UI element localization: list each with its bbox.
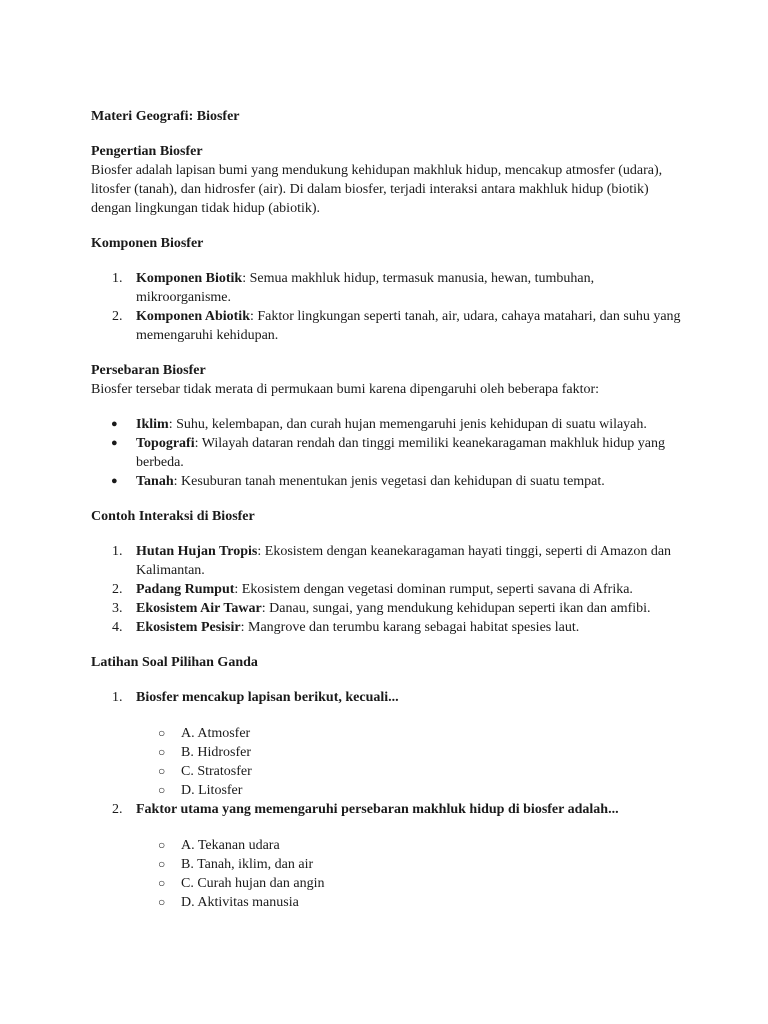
list-desc: : Semua makhluk hidup, termasuk manusia, hewan, tumbuhan, mikroorganisme. (136, 271, 595, 305)
list-desc: : Danau, sungai, yang mendukung kehidupan seperti ikan dan amfibi. (261, 601, 651, 616)
list-desc: : Ekosistem dengan vegetasi dominan rumput, seperti savana di Afrika. (234, 582, 633, 597)
list-desc: : Wilayah dataran rendah dan tinggi memiliki keanekaragaman makhluk hidup yang berbeda. (136, 436, 665, 470)
option-item (91, 855, 691, 874)
question-number: 1. (112, 690, 123, 705)
bullet-icon: ● (111, 475, 118, 487)
list-term: Komponen Biotik (136, 271, 243, 286)
bullet-icon: ● (111, 437, 118, 449)
list-term: Hutan Hujan Tropis (136, 544, 258, 559)
heading-pengertian: Pengertian Biosfer (91, 144, 203, 159)
contoh-list (91, 542, 691, 637)
list-term: Padang Rumput (136, 582, 235, 597)
option-item (91, 781, 691, 800)
list-number: 4. (112, 620, 123, 635)
list-number: 3. (112, 601, 123, 616)
question-number: 2. (112, 802, 123, 817)
question-item (91, 688, 691, 800)
heading-komponen: Komponen Biosfer (91, 236, 204, 251)
heading-persebaran: Persebaran Biosfer (91, 363, 206, 378)
list-item (91, 434, 691, 472)
option-label: D. Litosfer (181, 783, 243, 798)
persebaran-list (91, 415, 691, 491)
list-desc: : Kesuburan tanah menentukan jenis vegetasi dan kehidupan di suatu tempat. (173, 474, 605, 489)
heading-contoh: Contoh Interaksi di Biosfer (91, 509, 255, 524)
list-term: Komponen Abiotik (136, 309, 250, 324)
list-item (91, 307, 691, 345)
list-term: Ekosistem Pesisir (136, 620, 241, 635)
question-list (91, 688, 691, 912)
list-desc: : Faktor lingkungan seperti tanah, air, udara, cahaya matahari, dan suhu yang memengaruhi kehidupan. (136, 309, 681, 343)
circle-bullet-icon: ○ (158, 857, 166, 871)
option-list (136, 836, 691, 912)
option-item (91, 762, 691, 781)
list-number: 1. (112, 271, 123, 286)
list-term: Ekosistem Air Tawar (136, 601, 262, 616)
komponen-list (91, 269, 691, 345)
circle-bullet-icon: ○ (158, 838, 166, 852)
document-title: Materi Geografi: Biosfer (91, 109, 240, 124)
list-term: Tanah (136, 474, 174, 489)
heading-latihan: Latihan Soal Pilihan Ganda (91, 655, 258, 670)
option-list (136, 724, 691, 800)
option-item (91, 743, 691, 762)
circle-bullet-icon: ○ (158, 764, 166, 778)
paragraph-persebaran: Biosfer tersebar tidak merata di permukaan bumi karena dipengaruhi oleh beberapa faktor: (91, 382, 600, 397)
option-label: C. Stratosfer (181, 764, 252, 779)
option-label: A. Atmosfer (181, 726, 251, 741)
list-term: Iklim (136, 417, 169, 432)
option-item (91, 724, 691, 743)
list-item (91, 580, 691, 599)
option-item (91, 893, 691, 912)
question-text: Faktor utama yang memengaruhi persebaran makhluk hidup di biosfer adalah... (136, 802, 619, 817)
option-item (91, 836, 691, 855)
paragraph-pengertian: Biosfer adalah lapisan bumi yang mendukung kehidupan makhluk hidup, mencakup atmosfer (udara), litosfer (tanah), dan hidrosfer (air). Di dalam biosfer, terjadi interaksi antara makhluk hidup (biotik) dengan lingkungan tidak hidup (abiotik). (91, 163, 663, 216)
option-label: C. Curah hujan dan angin (181, 876, 325, 891)
list-desc: : Ekosistem dengan keanekaragaman hayati tinggi, seperti di Amazon dan Kalimantan. (136, 544, 672, 578)
question-item (91, 800, 691, 912)
circle-bullet-icon: ○ (158, 895, 166, 909)
list-number: 2. (112, 582, 123, 597)
bullet-icon: ● (111, 418, 118, 430)
circle-bullet-icon: ○ (158, 783, 166, 797)
list-item (91, 415, 691, 434)
option-label: A. Tekanan udara (181, 838, 280, 853)
circle-bullet-icon: ○ (158, 876, 166, 890)
list-number: 1. (112, 544, 123, 559)
list-item (91, 618, 691, 637)
list-item (91, 542, 691, 580)
list-desc: : Suhu, kelembapan, dan curah hujan memengaruhi jenis kehidupan di suatu wilayah. (168, 417, 647, 432)
circle-bullet-icon: ○ (158, 726, 166, 740)
list-term: Topografi (136, 436, 195, 451)
list-desc: : Mangrove dan terumbu karang sebagai habitat spesies laut. (240, 620, 580, 635)
question-text: Biosfer mencakup lapisan berikut, kecuali... (136, 690, 399, 705)
document-page (91, 107, 691, 912)
option-item (91, 874, 691, 893)
circle-bullet-icon: ○ (158, 745, 166, 759)
option-label: B. Hidrosfer (181, 745, 251, 760)
list-item (91, 269, 691, 307)
list-number: 2. (112, 309, 123, 324)
list-item (91, 599, 691, 618)
list-item (91, 472, 691, 491)
option-label: D. Aktivitas manusia (181, 895, 299, 910)
option-label: B. Tanah, iklim, dan air (181, 857, 314, 872)
